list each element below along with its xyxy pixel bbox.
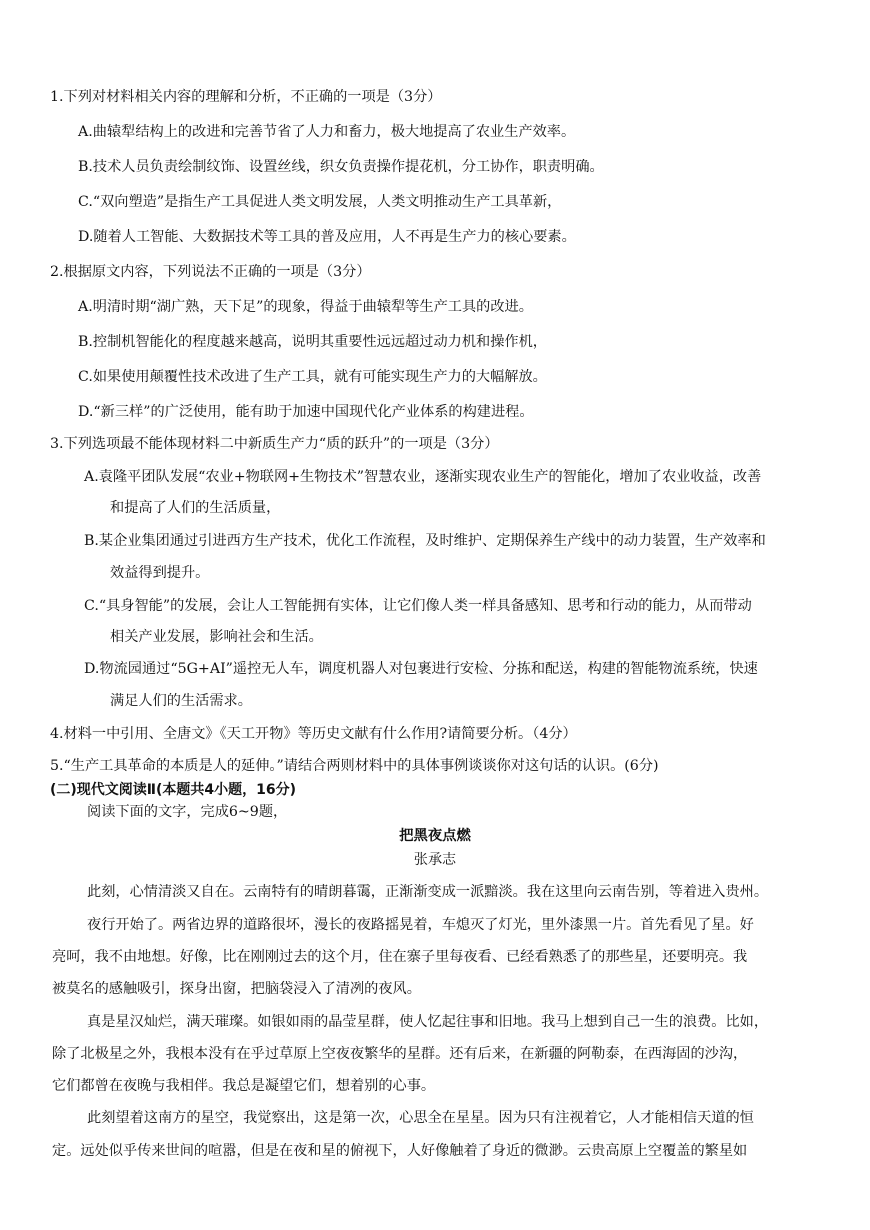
question-2-option-d: D.“新三样”的广泛使用，能有助于加速中国现代化产业体系的构建进程。 (78, 404, 534, 420)
article-author: 张承志 (413, 852, 457, 868)
article-paragraph-2-line-2: 亮呵，我不由地想。好像，比在刚刚过去的这个月，住在寨子里每夜看、已经看熟悉了的那些星，还要明亮。我 (52, 949, 748, 965)
question-2-option-c: C.如果使用颠覆性技术改进了生产工具，就有可能实现生产力的大幅解放。 (78, 369, 547, 385)
article-paragraph-4: 此刻望着这南方的星空，我觉察出，这是第一次，心思全在星星。因为只有注视着它，人才能相信天道的恒 (87, 1110, 754, 1126)
question-1-option-a: A.曲辕犁结构上的改进和完善节省了人力和畜力，极大地提高了农业生产效率。 (78, 124, 576, 140)
article-paragraph-3-line-2: 除了北极星之外，我根本没有在乎过草原上空夜夜繁华的星群。还有后来，在新疆的阿勒泰，在西海固的沙沟， (52, 1046, 748, 1062)
reading-instruction: 阅读下面的文字，完成6~9题， (87, 804, 288, 820)
question-3-option-d-cont: 满足人们的生活需求。 (110, 693, 252, 709)
article-paragraph-3-line-3: 它们都曾在夜晚与我相伴。我总是凝望它们，想着别的心事。 (52, 1078, 436, 1094)
question-3-option-a-cont: 和提高了人们的生活质量， (110, 500, 281, 516)
question-3-option-b: B.某企业集团通过引进西方生产技术，优化工作流程，及时维护、定期保养生产线中的动力装置，生产效率和 (84, 533, 766, 549)
question-5: 5.“生产工具革命的本质是人的延伸。”请结合两则材料中的具体事例谈谈你对这句话的认识。(6分) (50, 758, 659, 774)
article-title: 把黑夜点燃 (399, 828, 471, 844)
article-paragraph-1: 此刻，心情清淡又自在。云南特有的晴朗暮霭，正渐渐变成一派黯淡。我在这里向云南告别，等着进入贵州。 (87, 884, 769, 900)
question-4: 4.材料一中引用、全唐文》《天工开物》等历史文献有什么作用?请简要分析。（4分） (50, 726, 577, 742)
question-3-option-b-cont: 效益得到提升。 (110, 565, 210, 581)
question-2-option-b: B.控制机智能化的程度越来越高，说明其重要性远远超过动力机和操作机， (78, 334, 547, 350)
question-1-option-b: B.技术人员负责绘制纹饰、设置丝线，织女负责操作提花机，分工协作，职责明确。 (78, 159, 604, 175)
question-2-option-a: A.明清时期“湖广熟，天下足”的现象，得益于曲辕犁等生产工具的改进。 (78, 299, 533, 315)
question-1-option-d: D.随着人工智能、大数据技术等工具的普及应用，人不再是生产力的核心要素。 (78, 229, 576, 245)
question-3-option-c: C.“具身智能”的发展，会让人工智能拥有实体，让它们像人类一样具备感知、思考和行动的能力，从而带动 (84, 598, 752, 614)
article-paragraph-2: 夜行开始了。两省边界的道路很坏，漫长的夜路摇晃着，车熄灭了灯光，里外漆黑一片。首先看见了星。好 (87, 917, 754, 933)
question-1-stem: 1.下列对材料相关内容的理解和分析，不正确的一项是（3分） (50, 89, 442, 105)
article-paragraph-3: 真是星汉灿烂，满天璀璨。如银如雨的晶莹星群，使人忆起往事和旧地。我马上想到自己一生的浪费。比如， (87, 1014, 769, 1030)
question-3-option-a: A.袁隆平团队发展“农业+物联网+生物技术”智慧农业，逐渐实现农业生产的智能化，增加了农业收益，改善 (84, 469, 762, 485)
article-paragraph-4-line-2: 定。远处似乎传来世间的喧嚣，但是在夜和星的俯视下，人好像触着了身近的微渺。云贵高原上空覆盖的繁星如 (52, 1143, 748, 1159)
section-heading: (二)现代文阅读Ⅱ(本题共4小题，16分) (50, 782, 297, 798)
question-3-option-c-cont: 相关产业发展，影响社会和生活。 (110, 629, 323, 645)
question-3-stem: 3.下列选项最不能体现材料二中新质生产力“质的跃升”的一项是（3分） (50, 436, 499, 452)
question-1-option-c: C.“双向塑造”是指生产工具促进人类文明发展，人类文明推动生产工具革新， (78, 194, 562, 210)
question-2-stem: 2.根据原文内容，下列说法不正确的一项是（3分） (50, 264, 371, 280)
article-paragraph-2-line-3: 被莫名的感触吸引，探身出窗，把脑袋浸入了清冽的夜风。 (52, 981, 421, 997)
question-3-option-d: D.物流园通过“5G+AI”遥控无人车，调度机器人对包裹进行安检、分拣和配送，构建的智能物流系统，快速 (84, 661, 758, 677)
